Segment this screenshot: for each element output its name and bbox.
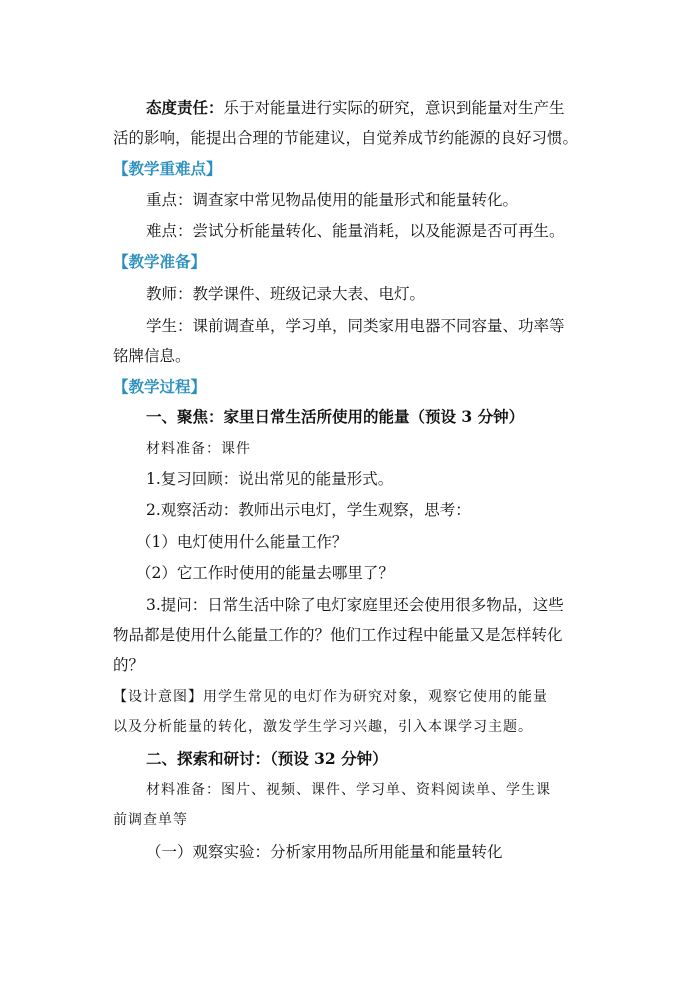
section1-step3-line-2: 物品都是使用什么能量工作的？他们工作过程中能量又是怎样转化 <box>113 626 563 644</box>
section1-step3-line-1: 3.提问：日常生活中除了电灯家庭里还会使用很多物品，这些 <box>146 596 564 614</box>
design-intent-line-1: 【设计意图】用学生常见的电灯作为研究对象，观察它使用的能量 <box>113 689 548 705</box>
attitude-line-1 <box>146 98 626 118</box>
section1-materials: 材料准备：课件 <box>146 441 251 457</box>
difficulty-header: 【教学重难点】 <box>113 159 222 178</box>
key-point: 重点：调查家中常见物品使用的能量形式和能量转化。 <box>146 191 519 209</box>
process-header: 【教学过程】 <box>113 377 207 396</box>
attitude-line-2: 活的影响，能提出合理的节能建议，自觉养成节约能源的良好习惯。 <box>113 129 579 147</box>
attitude-label: 态度责任： <box>146 98 224 117</box>
section2-title: 二、探索和研讨：（预设 32 分钟） <box>146 749 388 768</box>
section2-materials-line-2: 前调查单等 <box>113 812 188 828</box>
student-prep-line-1: 学生：课前调查单，学习单，同类家用电器不同容量、功率等 <box>146 317 565 335</box>
prep-header: 【教学准备】 <box>113 252 207 271</box>
section1-q1: （1）电灯使用什么能量工作？ <box>136 533 348 551</box>
section1-q2: （2）它工作时使用的能量去哪里了？ <box>136 564 394 582</box>
section1-step1: 1.复习回顾：说出常见的能量形式。 <box>146 470 394 488</box>
section2-materials-line-1: 材料准备：图片、视频、课件、学习单、资料阅读单、学生课 <box>146 782 551 798</box>
section1-step3-line-3: 的？ <box>113 656 145 674</box>
attitude-text-1: 乐于对能量进行实际的研究，意识到能量对生产生 <box>223 99 565 117</box>
section2-subsection1: （一）观察实验：分析家用物品所用能量和能量转化 <box>146 843 503 861</box>
section1-title: 一、聚焦：家里日常生活所使用的能量（预设 3 分钟） <box>146 407 525 426</box>
section1-step2: 2.观察活动：教师出示电灯，学生观察，思考： <box>146 501 471 519</box>
design-intent-line-2: 以及分析能量的转化，激发学生学习兴趣，引入本课学习主题。 <box>113 719 533 735</box>
hard-point: 难点：尝试分析能量转化、能量消耗，以及能源是否可再生。 <box>146 222 565 240</box>
teacher-prep: 教师：教学课件、班级记录大表、电灯。 <box>146 285 426 303</box>
student-prep-line-2: 铭牌信息。 <box>113 347 191 365</box>
